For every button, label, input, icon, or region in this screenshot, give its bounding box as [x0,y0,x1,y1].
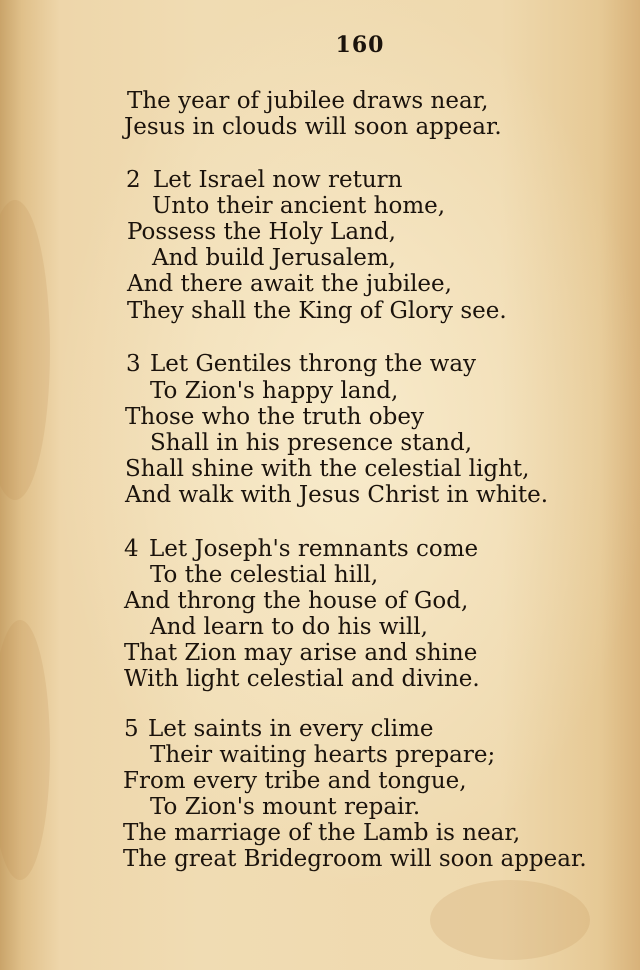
stanza-2-line-1: Let Israel now return [153,167,403,193]
stanza-3-line-3: Those who the truth obey [125,404,424,430]
stanza-3-line-5: Shall shine with the celestial light, [125,456,530,482]
stanza-4-line-4: And learn to do his will, [150,614,428,640]
stanza-1-line-1: The year of jubilee draws near, [127,88,489,114]
stanza-5-line-5: The marriage of the Lamb is near, [123,820,521,846]
stanza-5-line-6: The great Bridegroom will soon appear. [123,846,587,872]
stanza-5-line-4: To Zion's mount repair. [150,794,421,820]
paper-stain [430,880,590,960]
stanza-5-line-1: Let saints in every clime [148,716,434,742]
stanza-3-number: 3 [126,351,141,377]
stanza-4-line-3: And throng the house of God, [124,588,469,614]
stanza-4-number: 4 [124,536,139,562]
stanza-2-line-3: Possess the Holy Land, [127,219,396,245]
stanza-3-line-6: And walk with Jesus Christ in white. [125,482,549,508]
stanza-4-line-1: Let Joseph's remnants come [149,536,479,562]
stanza-2-line-5: And there await the jubilee, [127,271,452,297]
stanza-2-line-2: Unto their ancient home, [152,193,446,219]
stanza-5-line-2: Their waiting hearts prepare; [150,742,496,768]
stanza-3-line-4: Shall in his presence stand, [150,430,473,456]
stanza-1-line-2: Jesus in clouds will soon appear. [124,114,502,140]
stanza-4-line-2: To the celestial hill, [150,562,379,588]
page-number: 160 [335,32,385,58]
stanza-3-line-1: Let Gentiles throng the way [150,351,477,377]
stanza-3-line-2: To Zion's happy land, [150,378,399,404]
stanza-2-line-6: They shall the King of Glory see. [127,298,507,324]
stanza-2-line-4: And build Jerusalem, [152,245,396,271]
paper-stain [0,620,50,880]
stanza-4-line-5: That Zion may arise and shine [124,640,478,666]
stanza-5-number: 5 [124,716,139,742]
stanza-4-line-6: With light celestial and divine. [124,666,480,692]
stanza-5-line-3: From every tribe and tongue, [123,768,467,794]
stanza-2-number: 2 [126,167,141,193]
paper-stain [0,200,50,500]
